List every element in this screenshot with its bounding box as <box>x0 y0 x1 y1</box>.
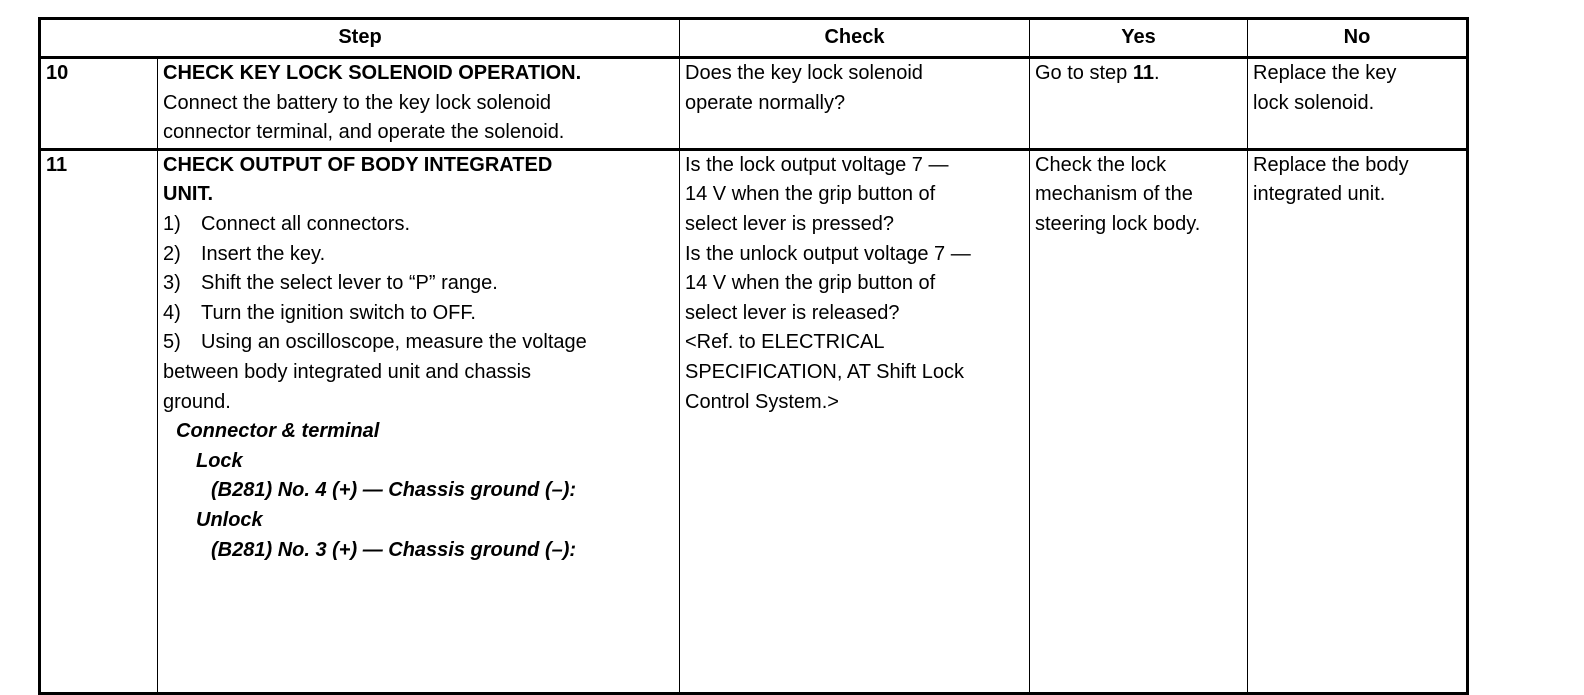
no-cell <box>1248 149 1468 693</box>
check-line: Is the lock output voltage 7 — <box>685 153 949 176</box>
no-line: integrated unit. <box>1253 183 1386 206</box>
step-number-cell <box>40 58 158 150</box>
step-description-line: Connect the battery to the key lock solenoid <box>163 91 552 114</box>
step-cell <box>158 149 680 693</box>
substep <box>163 240 674 270</box>
check-line: <Ref. to ELECTRICAL <box>685 331 885 354</box>
substep <box>163 299 674 329</box>
substep <box>163 210 674 240</box>
check-line: 14 V when the grip button of <box>685 272 936 295</box>
spec-lock-label: Lock <box>196 449 243 472</box>
step-title: CHECK OUTPUT OF BODY INTEGRATED <box>163 153 553 176</box>
step-cell <box>158 58 680 150</box>
spec-heading: Connector & terminal <box>176 420 380 443</box>
substep <box>163 328 674 358</box>
yes-cell <box>1030 149 1248 693</box>
check-line: Does the key lock solenoid <box>685 62 923 84</box>
header-no: No <box>1248 19 1468 58</box>
check-line: Is the unlock output voltage 7 — <box>685 242 971 265</box>
step-title: CHECK KEY LOCK SOLENOID OPERATION. <box>163 62 582 84</box>
check-line: select lever is released? <box>685 301 900 324</box>
substep-text: Turn the ignition switch to OFF. <box>201 301 476 324</box>
substep-text: Connect all connectors. <box>201 212 411 235</box>
check-line: 14 V when the grip button of <box>685 183 936 206</box>
step-description-line: connector terminal, and operate the solenoid. <box>163 121 565 144</box>
substep-text: Insert the key. <box>201 242 326 265</box>
check-cell <box>680 58 1030 150</box>
yes-text: Go to step <box>1035 62 1133 84</box>
substep-number: 4) <box>163 301 181 324</box>
substep-number: 2) <box>163 242 181 265</box>
table-row <box>40 58 1468 150</box>
no-line: lock solenoid. <box>1253 91 1375 114</box>
substep-continuation: ground. <box>163 390 231 413</box>
spec-lock-value: (B281) No. 4 (+) — Chassis ground (–): <box>211 479 577 502</box>
step-title: UNIT. <box>163 183 213 206</box>
no-line: Replace the body <box>1253 153 1409 176</box>
table-row <box>40 149 1468 693</box>
step-number: 11 <box>46 153 68 176</box>
yes-step-ref: 11 <box>1132 62 1154 84</box>
diagnostic-table <box>38 17 1469 695</box>
header-yes: Yes <box>1030 19 1248 58</box>
step-number: 10 <box>46 62 69 84</box>
check-line: Control System.> <box>685 390 839 413</box>
check-cell <box>680 149 1030 693</box>
yes-suffix: . <box>1154 62 1160 84</box>
substep-number: 1) <box>163 212 181 235</box>
substep-text: Shift the select lever to “P” range. <box>201 272 498 295</box>
yes-line: mechanism of the <box>1035 183 1193 206</box>
check-line: operate normally? <box>685 91 846 114</box>
check-line: select lever is pressed? <box>685 212 894 235</box>
header-check: Check <box>680 19 1030 58</box>
yes-cell <box>1030 58 1248 150</box>
substep-text: Using an oscilloscope, measure the voltage <box>201 331 587 354</box>
substep-continuation: between body integrated unit and chassis <box>163 360 532 383</box>
no-line: Replace the key <box>1253 62 1397 84</box>
header-row <box>40 19 1468 58</box>
substep <box>163 269 674 299</box>
spec-unlock-value: (B281) No. 3 (+) — Chassis ground (–): <box>211 538 577 561</box>
step-number-cell <box>40 149 158 693</box>
no-cell <box>1248 58 1468 150</box>
spec-unlock-label: Unlock <box>196 508 263 531</box>
yes-line: steering lock body. <box>1035 212 1201 235</box>
yes-line: Check the lock <box>1035 153 1167 176</box>
header-step: Step <box>40 19 680 58</box>
check-line: SPECIFICATION, AT Shift Lock <box>685 360 964 383</box>
substep-number: 3) <box>163 272 181 295</box>
substep-number: 5) <box>163 331 181 354</box>
